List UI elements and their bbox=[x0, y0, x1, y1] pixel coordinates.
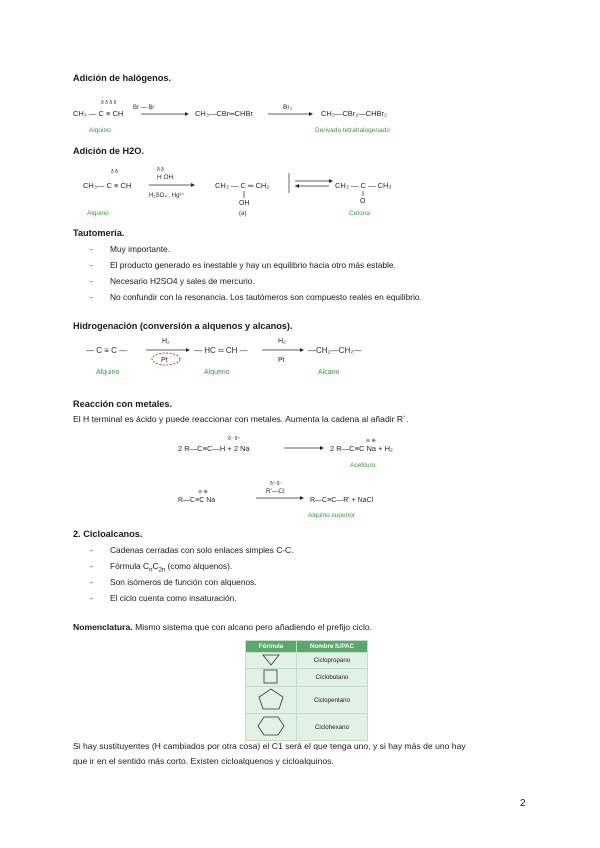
hidro-reagent1: H₂ bbox=[162, 338, 170, 345]
agua-ketone-label: Cetona bbox=[349, 210, 370, 217]
halogenos-reagent: Br — Br bbox=[133, 105, 155, 111]
hidro-label-alkene: Alqueno bbox=[204, 369, 230, 376]
scheme-halogenos bbox=[73, 96, 433, 138]
table-header-name: Nombre IUPAC bbox=[297, 641, 368, 653]
hidro-alkane: —CH₂—CH₂— bbox=[308, 346, 362, 355]
heading-hidrogenacion: Hidrogenación (conversión a alquenos y alcanos). bbox=[73, 321, 293, 331]
svg-text:δ δ δ δ: δ δ δ δ bbox=[101, 100, 117, 106]
cyclohexane-shape bbox=[246, 714, 297, 741]
metales-eq2-reagent: R'—Cl bbox=[266, 488, 285, 495]
agua-catalyst: H₂SO₄ , Hg²⁺ bbox=[149, 193, 185, 199]
halogenos-reactant: CH₃ — C ≡ CH bbox=[73, 109, 124, 118]
halogenos-intermediate: CH₃—CBr═CHBr bbox=[195, 109, 253, 118]
heading-metales: Reacción con metales. bbox=[73, 399, 173, 409]
cyclopentane-shape bbox=[246, 687, 297, 714]
svg-text:δ δ: δ δ bbox=[111, 169, 118, 175]
agua-ketone-o: O bbox=[360, 198, 366, 205]
metales-eq1-label: Acetiluro bbox=[350, 462, 376, 469]
heading-agua: Adición de H2O. bbox=[73, 146, 144, 156]
hidro-alkene: — HC ═ CH — bbox=[194, 346, 248, 355]
heading-cicloalcanos: 2. Cicloalcanos. bbox=[73, 529, 143, 539]
hidro-alkyne: — C ≡ C — bbox=[86, 346, 128, 355]
agua-enol-label: (a) bbox=[239, 211, 247, 217]
iupac-table bbox=[245, 640, 368, 741]
hidro-label-alkyne: Alquino bbox=[96, 369, 120, 376]
hidro-catalyst2: Pt bbox=[278, 357, 285, 364]
halogenos-reactant-label: Alquino bbox=[89, 127, 111, 134]
agua-enol: CH₃ — C ═ CH₂ bbox=[215, 181, 270, 190]
metales-eq2-right: R—C≡C—R' + NaCl bbox=[310, 497, 374, 504]
document-page: Adición de halógenos. CH₃ — C ≡ CH Br — Br δ δ δ δ Alquino CH₃—CBr═CHBr Br₂ CH₃—CBr₂—CHBr₂ Derivado tetrahalogenado Adición de H2O. CH₃— C ≡ CH δ δ H OH δ δ H₂SO₄ , Hg²⁺ Alquino CH₃ — C ═ CH₂ OH (a) CH₃ — C — CH₃ O Cetona Tautomería. - Muy importante. - El producto generado es inestable y hay un equilibrio hacia otro más estable. - Necesario H2SO4 y sales de mercurio. - No confundir con la resonancia. Los tautómeros son compuesto reales en equilibrio. Hidrogenación (conversión a alquenos y alcanos). — C ≡ C — H₂ Pt Alquino — HC ═ CH — H₂ Pt Alqueno —CH₂—CH₂— Alcano Reacción con metales. El H terminal es ácido y puede reaccionar con metales. Aumenta la cadena al añadir R´. 2 R—C≡C—H + 2 Na 2 R—C≡C Na + H₂ ⊖ ⊕ δ⁻ δ⁺ Acetiluro R—C≡C Na ⊖ ⊕ R'—Cl δ⁺ δ⁻ R—C≡C—R' + NaCl Alquino superior 2. Cicloalcanos. - Cadenas cerradas con solo enlaces simples C-C. - Fórmula $C_nC_{2n}$ (como alquenos). - Son isómeros de función con alquenos. - El ciclo cuenta como insaturación. Nomenclatura. Mismo sistema que con alcano pero añadiendo el prefijo ciclo. Fórmula Nombre IUPAC Ciclopropano Ciclobutano Ciclopentano Ciclohexano Si hay sustituyentes (H cambiados por otra cosa) el C1 será el que tenga uno, y si hay más de uno hay que ir en el sentido más corto. Existen cicloalquenos y cicloalquinos. 2 bbox=[73, 73, 526, 809]
agua-enol-oh: OH bbox=[239, 200, 250, 207]
metales-description: El H terminal es ácido y puede reaccionar con metales. Aumenta la cadena al añadir R´. bbox=[73, 414, 409, 424]
agua-reagent: H OH bbox=[157, 174, 174, 181]
svg-text:⊖ ⊕: ⊖ ⊕ bbox=[366, 438, 376, 444]
svg-text:δ⁺ δ⁻: δ⁺ δ⁻ bbox=[270, 481, 283, 487]
metales-eq1-right: 2 R—C≡C Na + H₂ bbox=[330, 444, 393, 453]
halogenos-product-label: Derivado tetrahalogenado bbox=[315, 127, 390, 134]
table-row: Ciclopentano bbox=[297, 687, 368, 714]
svg-text:δ δ: δ δ bbox=[157, 167, 164, 173]
cyclobutane-shape bbox=[246, 669, 297, 687]
agua-reactant-label: Alquino bbox=[87, 210, 109, 217]
agua-reactant: CH₃— C ≡ CH bbox=[83, 181, 132, 190]
nomenclatura-paragraph: Nomenclatura. Mismo sistema que con alcano pero añadiendo el prefijo ciclo. bbox=[73, 622, 373, 632]
table-row: Ciclobutano bbox=[297, 669, 368, 687]
table-row: Ciclohexano bbox=[297, 714, 368, 741]
heading-halogenos: Adición de halógenos. bbox=[73, 73, 172, 83]
svg-text:⊖ ⊕: ⊖ ⊕ bbox=[198, 489, 208, 495]
svg-text:δ⁻ δ⁺: δ⁻ δ⁺ bbox=[228, 436, 241, 442]
sustituyentes-line-1: Si hay sustituyentes (H cambiados por otra cosa) el C1 será el que tenga uno, y si hay más de uno hay bbox=[73, 741, 466, 751]
table-header-formula: Fórmula bbox=[246, 641, 297, 653]
sustituyentes-line-2: que ir en el sentido más corto. Existen cicloalquenos y cicloalquinos. bbox=[73, 756, 334, 766]
page-number: 2 bbox=[520, 798, 526, 809]
cyclopropane-shape bbox=[246, 653, 297, 669]
heading-tautomeria: Tautomería. bbox=[73, 228, 125, 238]
scheme-agua bbox=[73, 163, 413, 223]
halogenos-product: CH₃—CBr₂—CHBr₂ bbox=[321, 109, 387, 118]
hidro-catalyst1: Pt bbox=[161, 357, 168, 364]
metales-eq1-left: 2 R—C≡C—H + 2 Na bbox=[178, 444, 250, 453]
halogenos-reagent2: Br₂ bbox=[283, 104, 293, 111]
metales-eq2-left: R—C≡C Na bbox=[178, 497, 216, 504]
scheme-hidrogenacion bbox=[86, 333, 406, 381]
scheme-metales bbox=[170, 432, 470, 522]
agua-ketone: CH₃ — C — CH₃ bbox=[335, 181, 392, 190]
hidro-label-alkane: Alcano bbox=[318, 369, 340, 376]
table-row: Ciclopropano bbox=[297, 653, 368, 669]
metales-eq2-label: Alquino superior bbox=[308, 512, 355, 519]
hidro-reagent2: H₂ bbox=[278, 338, 286, 345]
